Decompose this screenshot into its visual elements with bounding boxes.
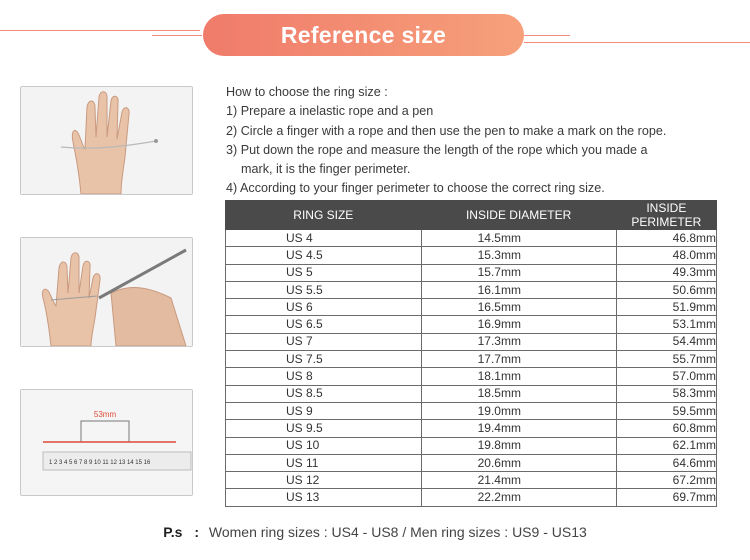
size-note [0, 524, 750, 540]
pen-marking-illustration [21, 238, 192, 346]
inside-diameter-cell: 20.6mm [421, 454, 616, 471]
inside-diameter-cell: 15.7mm [421, 264, 616, 281]
table-row [226, 299, 717, 316]
note-text: Women ring sizes : US4 - US8 / Men ring sizes : US9 - US13 [208, 524, 587, 540]
header-line-left-short [152, 35, 202, 36]
table-row [226, 281, 717, 298]
header-ring-size: RING SIZE [226, 201, 422, 230]
instructions-step-3-cont: mark, it is the finger perimeter. [241, 162, 411, 177]
inside-perimeter-cell: 51.9mm [616, 299, 716, 316]
table-row [226, 385, 717, 402]
ruler-measure-image [20, 389, 193, 496]
inside-diameter-cell: 16.5mm [421, 299, 616, 316]
header-inside-perimeter: INSIDE PERIMETER [616, 201, 716, 230]
ring-size-cell: US 7.5 [226, 351, 422, 368]
inside-perimeter-cell: 48.0mm [616, 247, 716, 264]
inside-perimeter-cell: 53.1mm [616, 316, 716, 333]
inside-perimeter-cell: 46.8mm [616, 230, 716, 247]
instructions-step-2: 2) Circle a finger with a rope and then use the pen to make a mark on the rope. [226, 123, 667, 138]
instructions-step-3: 3) Put down the rope and measure the length of the rope which you made a [226, 142, 648, 157]
ruler-illustration [21, 390, 192, 495]
ring-size-cell: US 12 [226, 472, 422, 489]
header-line-right-short [524, 35, 570, 36]
inside-diameter-cell: 21.4mm [421, 472, 616, 489]
instructions-intro: How to choose the ring size : [226, 85, 388, 99]
hand-mark-pen-image [20, 237, 193, 347]
inside-perimeter-cell: 58.3mm [616, 385, 716, 402]
inside-perimeter-cell: 64.6mm [616, 454, 716, 471]
inside-perimeter-cell: 60.8mm [616, 420, 716, 437]
inside-perimeter-cell: 62.1mm [616, 437, 716, 454]
ruler-ticks: 1 2 3 4 5 6 7 8 9 10 11 12 13 14 15 16 [49, 460, 151, 466]
ring-size-cell: US 5 [226, 264, 422, 281]
inside-diameter-cell: 16.1mm [421, 281, 616, 298]
ring-size-cell: US 9 [226, 402, 422, 419]
ring-size-cell: US 5.5 [226, 281, 422, 298]
ring-size-cell: US 4.5 [226, 247, 422, 264]
header-line-left [0, 30, 200, 31]
inside-diameter-cell: 22.2mm [421, 489, 616, 506]
ring-size-cell: US 6.5 [226, 316, 422, 333]
note-prefix: P.s [163, 524, 183, 540]
measure-label: 53mm [93, 410, 117, 419]
inside-perimeter-cell: 57.0mm [616, 368, 716, 385]
ring-size-table [225, 200, 717, 507]
instructions-step-4: 4) According to your finger perimeter to choose the correct ring size. [226, 181, 605, 196]
table-row [226, 351, 717, 368]
ring-size-cell: US 11 [226, 454, 422, 471]
inside-diameter-cell: 19.8mm [421, 437, 616, 454]
inside-perimeter-cell: 54.4mm [616, 333, 716, 350]
table-row [226, 230, 717, 247]
ring-size-cell: US 8 [226, 368, 422, 385]
table-row [226, 437, 717, 454]
inside-diameter-cell: 19.0mm [421, 402, 616, 419]
table-row [226, 264, 717, 281]
inside-perimeter-cell: 67.2mm [616, 472, 716, 489]
header-line-right [524, 42, 750, 43]
inside-diameter-cell: 17.3mm [421, 333, 616, 350]
hand-illustration [21, 87, 192, 194]
ring-size-cell: US 6 [226, 299, 422, 316]
inside-diameter-cell: 17.7mm [421, 351, 616, 368]
inside-perimeter-cell: 50.6mm [616, 281, 716, 298]
table-row [226, 316, 717, 333]
note-separator: : [194, 524, 199, 540]
ring-size-cell: US 13 [226, 489, 422, 506]
title-banner [203, 14, 524, 56]
inside-diameter-cell: 19.4mm [421, 420, 616, 437]
table-body [226, 230, 717, 507]
ring-size-cell: US 4 [226, 230, 422, 247]
table-row [226, 368, 717, 385]
table-row [226, 420, 717, 437]
ring-size-cell: US 10 [226, 437, 422, 454]
inside-diameter-cell: 18.5mm [421, 385, 616, 402]
table-row [226, 472, 717, 489]
instructions-step-1: 1) Prepare a inelastic rope and a pen [226, 104, 434, 119]
table-row [226, 489, 717, 506]
instructions [226, 83, 741, 199]
table-row [226, 247, 717, 264]
ring-size-cell: US 9.5 [226, 420, 422, 437]
inside-diameter-cell: 18.1mm [421, 368, 616, 385]
ring-size-cell: US 8.5 [226, 385, 422, 402]
inside-perimeter-cell: 69.7mm [616, 489, 716, 506]
table-header-row [226, 201, 717, 230]
inside-diameter-cell: 14.5mm [421, 230, 616, 247]
page-title: Reference size [280, 21, 447, 48]
header-inside-diameter: INSIDE DIAMETER [421, 201, 616, 230]
table-row [226, 454, 717, 471]
table-row [226, 402, 717, 419]
table-row [226, 333, 717, 350]
inside-perimeter-cell: 55.7mm [616, 351, 716, 368]
inside-diameter-cell: 15.3mm [421, 247, 616, 264]
ring-size-cell: US 7 [226, 333, 422, 350]
inside-diameter-cell: 16.9mm [421, 316, 616, 333]
inside-perimeter-cell: 59.5mm [616, 402, 716, 419]
inside-perimeter-cell: 49.3mm [616, 264, 716, 281]
hand-with-rope-image [20, 86, 193, 195]
